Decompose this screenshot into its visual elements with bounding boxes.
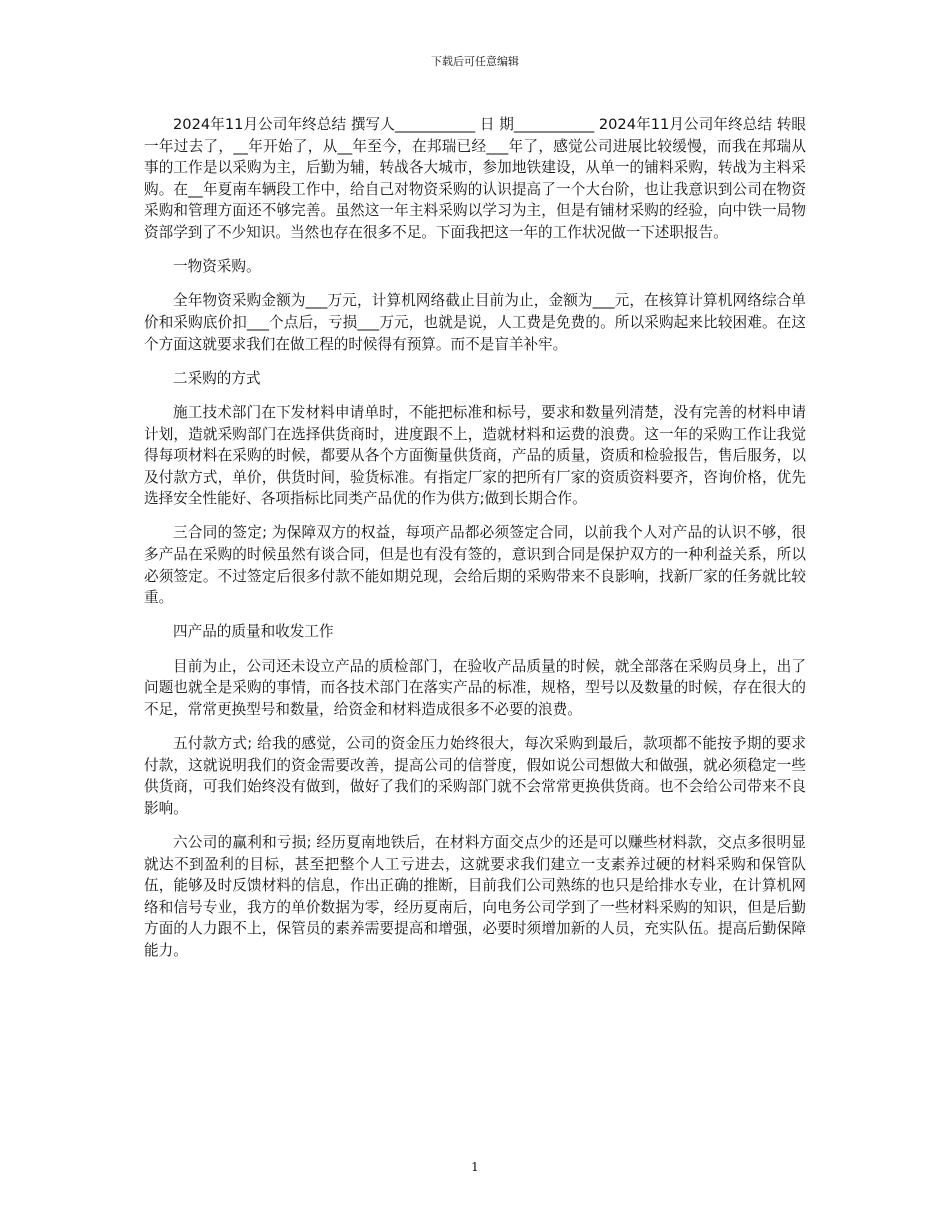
- heading-procurement-method: 二采购的方式: [173, 369, 261, 387]
- paragraph-quality-receiving: 目前为止，公司还未设立产品的质检部门，在验收产品质量的时候，就全部落在采购员身上，出了问题也就全是采购的事情，而各技术部门在落实产品的标准，规格，型号以及数量的时候，存在很大的不足，常常更换型号和数量，给资金和材料造成很多不必要的浪费。: [144, 657, 806, 718]
- paragraph-material-procurement: 全年物资采购金额为___万元，计算机网络截止目前为止，金额为___元，在核算计算机网络综合单价和采购底价扣___个点后，亏损___万元，也就是说，人工费是免费的。所以采购起来比较困难。在这个方面这就要求我们在做工程的时候得有预算。而不是盲羊补牢。: [144, 292, 806, 353]
- paragraph-procurement-method: 施工技术部门在下发材料申请单时，不能把标准和标号，要求和数量列清楚，没有完善的材料申请计划，造就采购部门在选择供货商时，进度跟不上，造就材料和运费的浪费。这一年的采购工作让我觉得每项材料在采购的时候，都要从各个方面衡量供货商，产品的质量，资质和检验报告，售后服务，以及付款方式，单价，供货时间，验货标准。有指定厂家的把所有厂家的资质资料要齐，咨询价格，优先选择安全性能好、各项指标比同类产品优的作为供方;做到长期合作。: [144, 403, 806, 508]
- heading-quality-receiving: 四产品的质量和收发工作: [173, 623, 334, 641]
- paragraph-payment-method: 五付款方式; 给我的感觉，公司的资金压力始终很大，每次采购到最后，款项都不能按予期的要求付款，这就说明我们的资金需要改善，提高公司的信誉度，假如说公司想做大和做强，就必须稳定一些供货商，可我们始终没有做到，做好了我们的采购部门就不会常常更换供货商。也不会给公司带来不良影响。: [144, 735, 806, 817]
- paragraph-contract-signing: 三合同的签定; 为保障双方的权益，每项产品都必须签定合同，以前我个人对产品的认识不够，很多产品在采购的时候虽然有谈合同，但是也有没有签的，意识到合同是保护双方的一种利益关系，所以必须签定。不过签定后很多付款不能如期兑现，会给后期的采购带来不良影响，找新厂家的任务就比较重。: [144, 524, 806, 607]
- page-header: 下载后可任意编辑: [431, 55, 519, 68]
- heading-material-procurement: 一物资采购。: [173, 258, 261, 276]
- page-number: 1: [471, 1160, 479, 1174]
- paragraph-profit-loss: 六公司的赢利和亏损; 经历夏南地铁后，在材料方面交点少的还是可以赚些材料款，交点多很明显就达不到盈利的目标，甚至把整个人工亏进去，这就要求我们建立一支素养过硬的材料采购和保管队伍，能够及时反馈材料的信息，作出正确的推断，目前我们公司熟练的也只是给排水专业，在计算机网络和信号专业，我方的单价数据为零，经历夏南后，向电务公司学到了一些材料采购的知识，但是后勤方面的人力跟不上，保管员的素养需要提高和增强，必要时须增加新的人员，充实队伍。提高后勤保障能力。: [144, 833, 806, 959]
- document-body: [144, 114, 806, 974]
- paragraph-intro: 2024年11月公司年终总结 撰写人___________ 日 期___________ 2024年11月公司年终总结 转眼一年过去了，__年开始了，从__年至今，在邦瑞已经___年了，感觉公司进展比较缓慢，而我在邦瑞从事的工作是以采购为主，后勤为辅，转战各大城市，参加地铁建设，从单一的铺料采购，转战为主料采购。在__年夏南车辆段工作中，给自己对物资采购的认识提高了一个大台阶，也让我意识到公司在物资采购和管理方面还不够完善。虽然这一年主料采购以学习为主，但是有铺材采购的经验，向中铁一局物资部学到了不少知识。当然也存在很多不足。下面我把这一年的工作状况做一下述职报告。: [144, 116, 806, 241]
